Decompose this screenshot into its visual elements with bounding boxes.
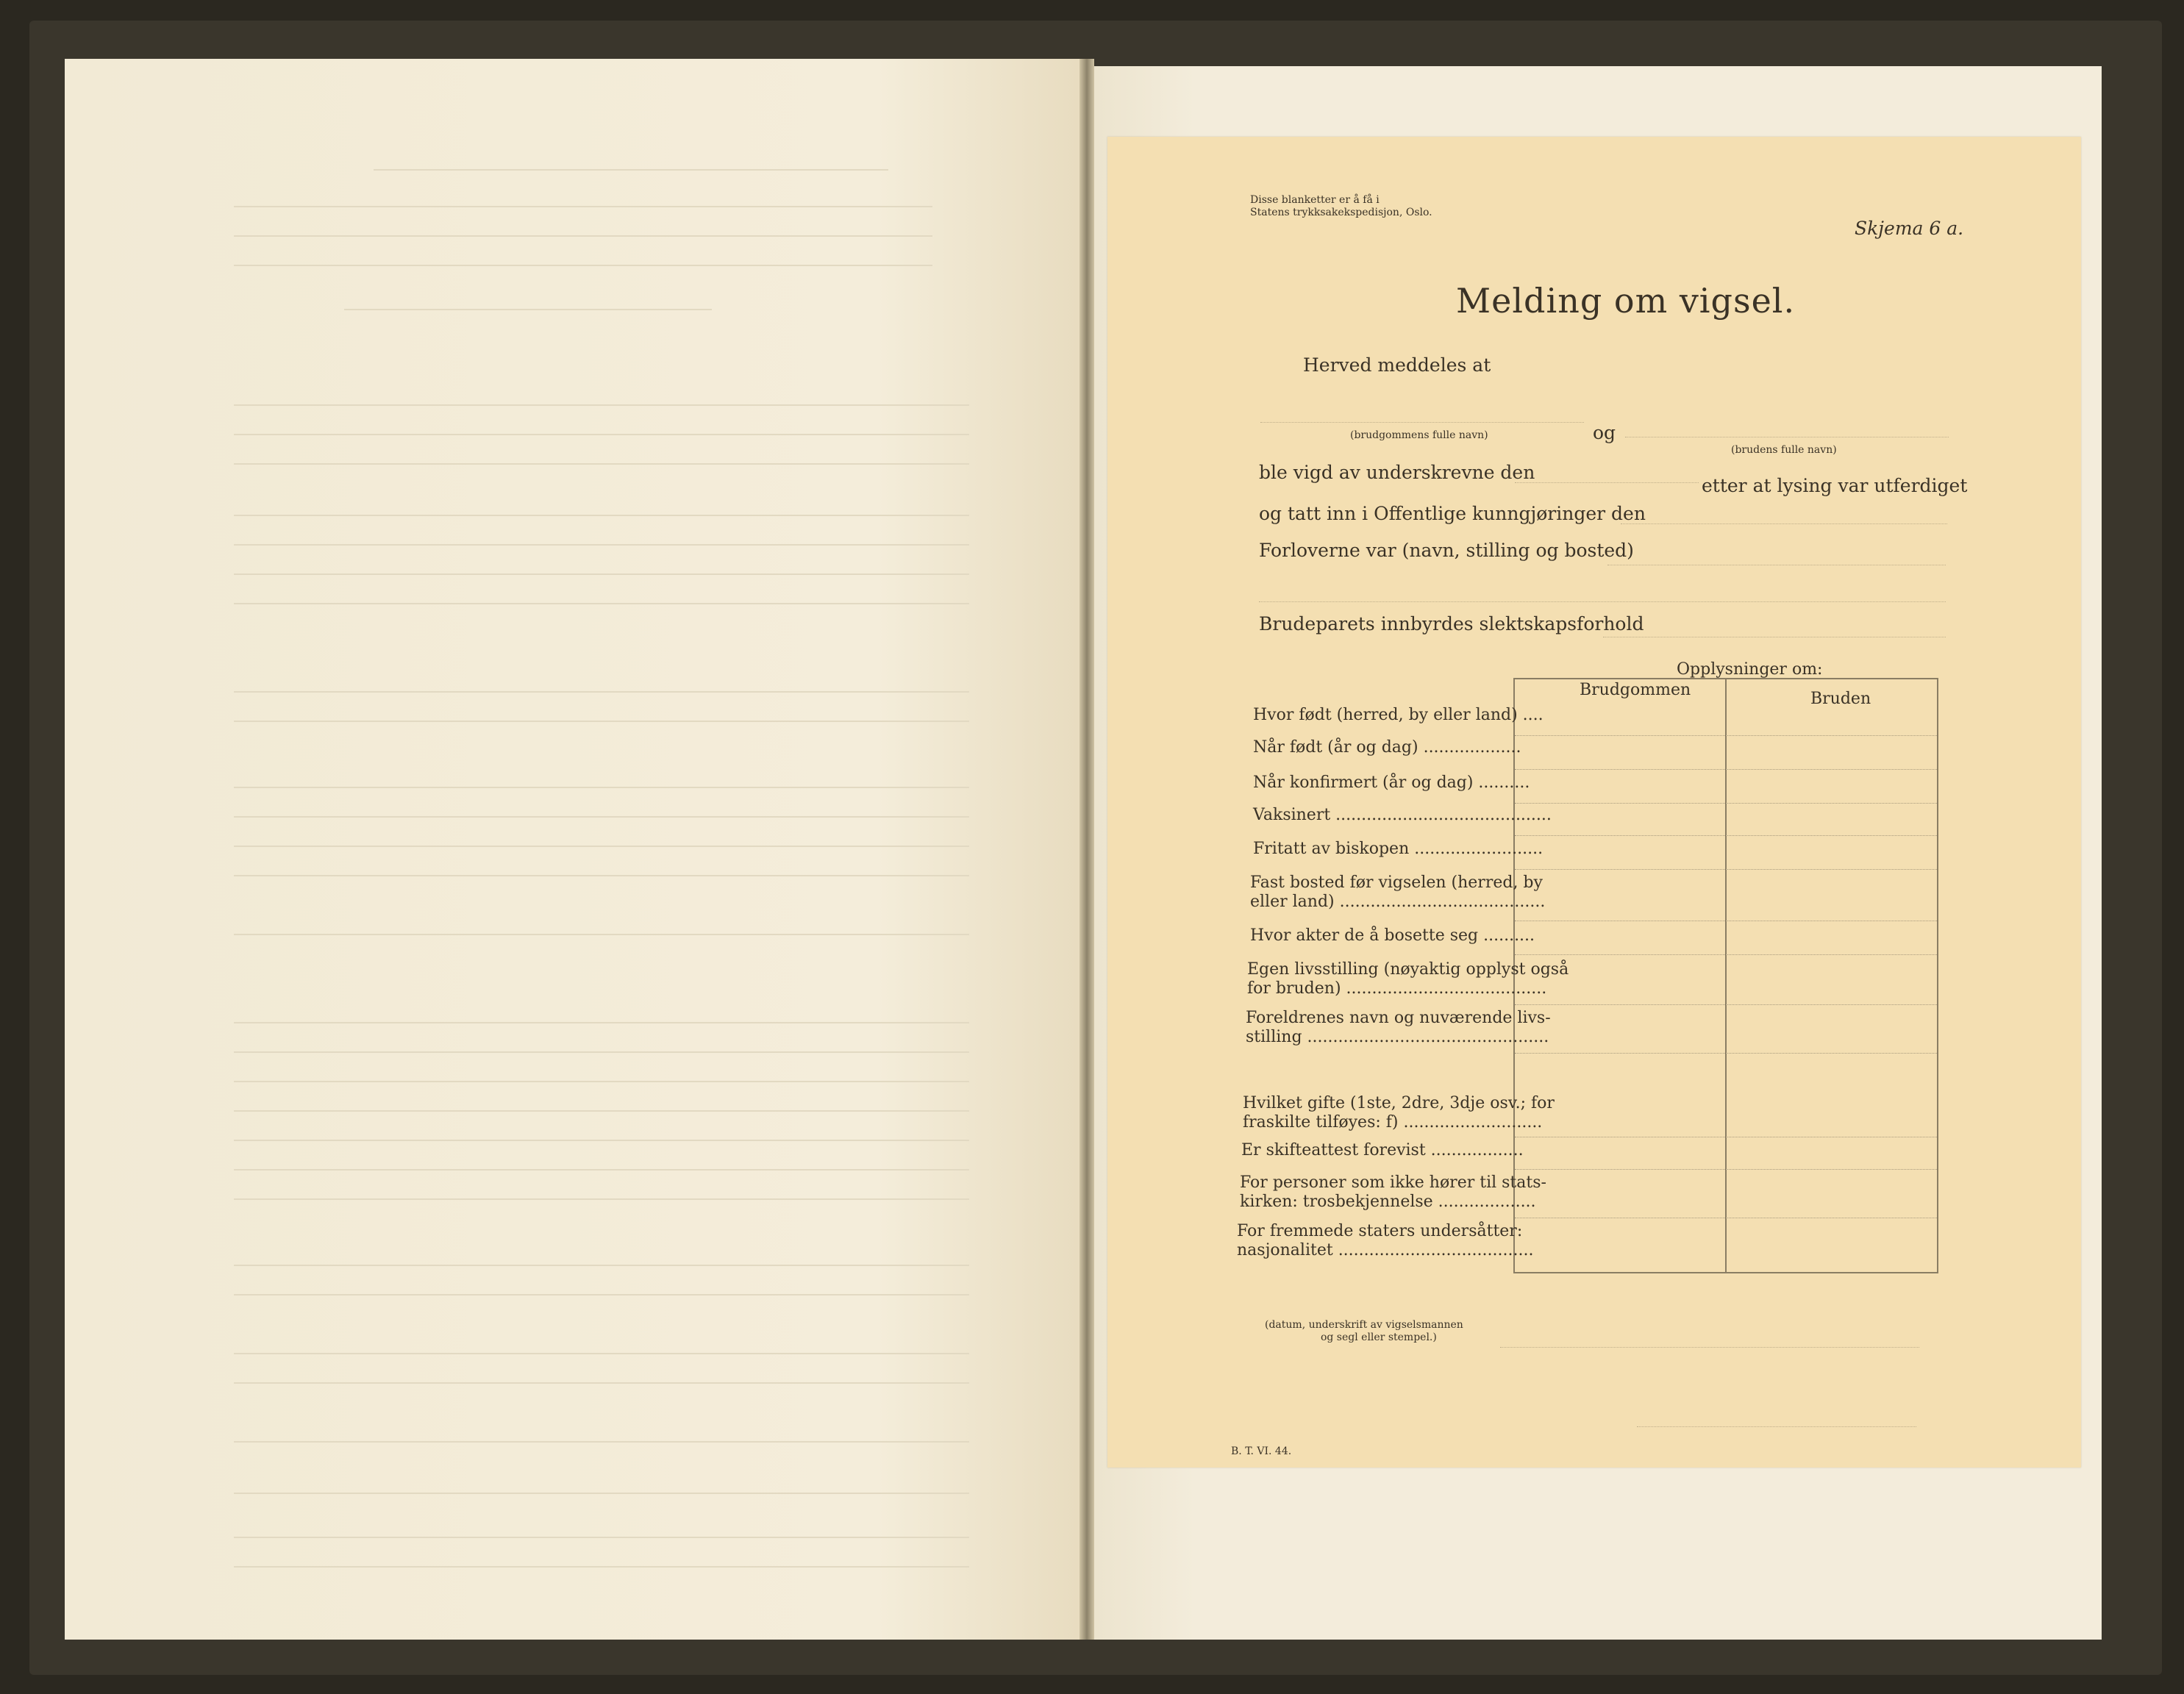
row-birthdate: Når født (år og dag) ................... bbox=[1253, 738, 1521, 757]
col-groom: Brudgommen bbox=[1580, 681, 1691, 699]
row-parents: Foreldrenes navn og nuværende livs- stilling ............................................... bbox=[1246, 1009, 1551, 1046]
availability-note: Disse blanketter er å få i Statens trykksakekspedisjon, Oslo. bbox=[1250, 194, 1432, 218]
grid-row-line bbox=[1515, 1169, 1937, 1170]
book-gutter bbox=[1079, 59, 1094, 1640]
form-title: Melding om vigsel. bbox=[1456, 281, 1796, 321]
grid-row-line bbox=[1515, 769, 1937, 770]
bride-caption: (brudens fulle navn) bbox=[1731, 444, 1837, 456]
og-text: og bbox=[1593, 422, 1616, 443]
kinship-text: Brudeparets innbyrdes slektskapsforhold bbox=[1259, 613, 1644, 635]
row-settle: Hvor akter de å bosette seg .......... bbox=[1250, 926, 1535, 945]
married-by-text: ble vigd av underskrevne den bbox=[1259, 462, 1535, 483]
printer-code: B. T. VI. 44. bbox=[1231, 1445, 1292, 1457]
witnesses-line-2 bbox=[1259, 601, 1946, 602]
info-table-divider bbox=[1725, 678, 1727, 1273]
grid-row-line bbox=[1515, 954, 1937, 955]
row-confirmed: Når konfirmert (år og dag) .......... bbox=[1253, 773, 1530, 792]
grid-row-line bbox=[1515, 1053, 1937, 1054]
groom-name-line bbox=[1260, 422, 1584, 423]
left-page bbox=[65, 59, 1079, 1640]
row-exempted: Fritatt av biskopen ......................... bbox=[1253, 840, 1544, 858]
date-line bbox=[1515, 482, 1699, 483]
groom-caption: (brudgommens fulle navn) bbox=[1350, 429, 1488, 441]
signature-line-2 bbox=[1637, 1426, 1916, 1427]
info-header: Opplysninger om: bbox=[1677, 660, 1823, 679]
schema-id: Skjema 6 a. bbox=[1855, 218, 1964, 239]
grid-row-line bbox=[1515, 869, 1937, 870]
row-marriage-number: Hvilket gifte (1ste, 2dre, 3dje osv.; for fraskilte tilføyes: f) ........................... bbox=[1243, 1094, 1555, 1132]
grid-row-line bbox=[1515, 1004, 1937, 1005]
announced-line bbox=[1621, 523, 1947, 524]
row-probate: Er skifteattest forevist .................. bbox=[1241, 1141, 1524, 1159]
banns-text: etter at lysing var utferdiget bbox=[1702, 475, 1968, 496]
row-birthplace: Hvor født (herred, by eller land) .... bbox=[1253, 706, 1544, 724]
witnesses-text: Forloverne var (navn, stilling og bosted) bbox=[1259, 540, 1634, 561]
signature-caption: (datum, underskrift av vigselsmannen og segl eller stempel.) bbox=[1265, 1319, 1463, 1343]
row-occupation: Egen livsstilling (nøyaktig opplyst også for bruden) ....................................... bbox=[1247, 960, 1569, 998]
announced-text: og tatt inn i Offentlige kunngjøringer den bbox=[1259, 503, 1646, 524]
signature-line bbox=[1500, 1347, 1919, 1348]
row-nationality: For fremmede staters undersåtter: nasjonalitet ...................................... bbox=[1237, 1222, 1534, 1259]
row-residence: Fast bosted før vigselen (herred, by eller land) ........................................ bbox=[1250, 873, 1546, 911]
grid-row-line bbox=[1515, 803, 1937, 804]
col-bride: Bruden bbox=[1810, 690, 1871, 708]
grid-row-line bbox=[1515, 735, 1937, 736]
grid-row-line bbox=[1515, 835, 1937, 836]
intro-text: Herved meddeles at bbox=[1303, 354, 1491, 376]
row-vaccinated: Vaksinert .......................................... bbox=[1253, 806, 1552, 824]
row-religion: For personer som ikke hører til stats- kirken: trosbekjennelse ................... bbox=[1240, 1173, 1546, 1211]
